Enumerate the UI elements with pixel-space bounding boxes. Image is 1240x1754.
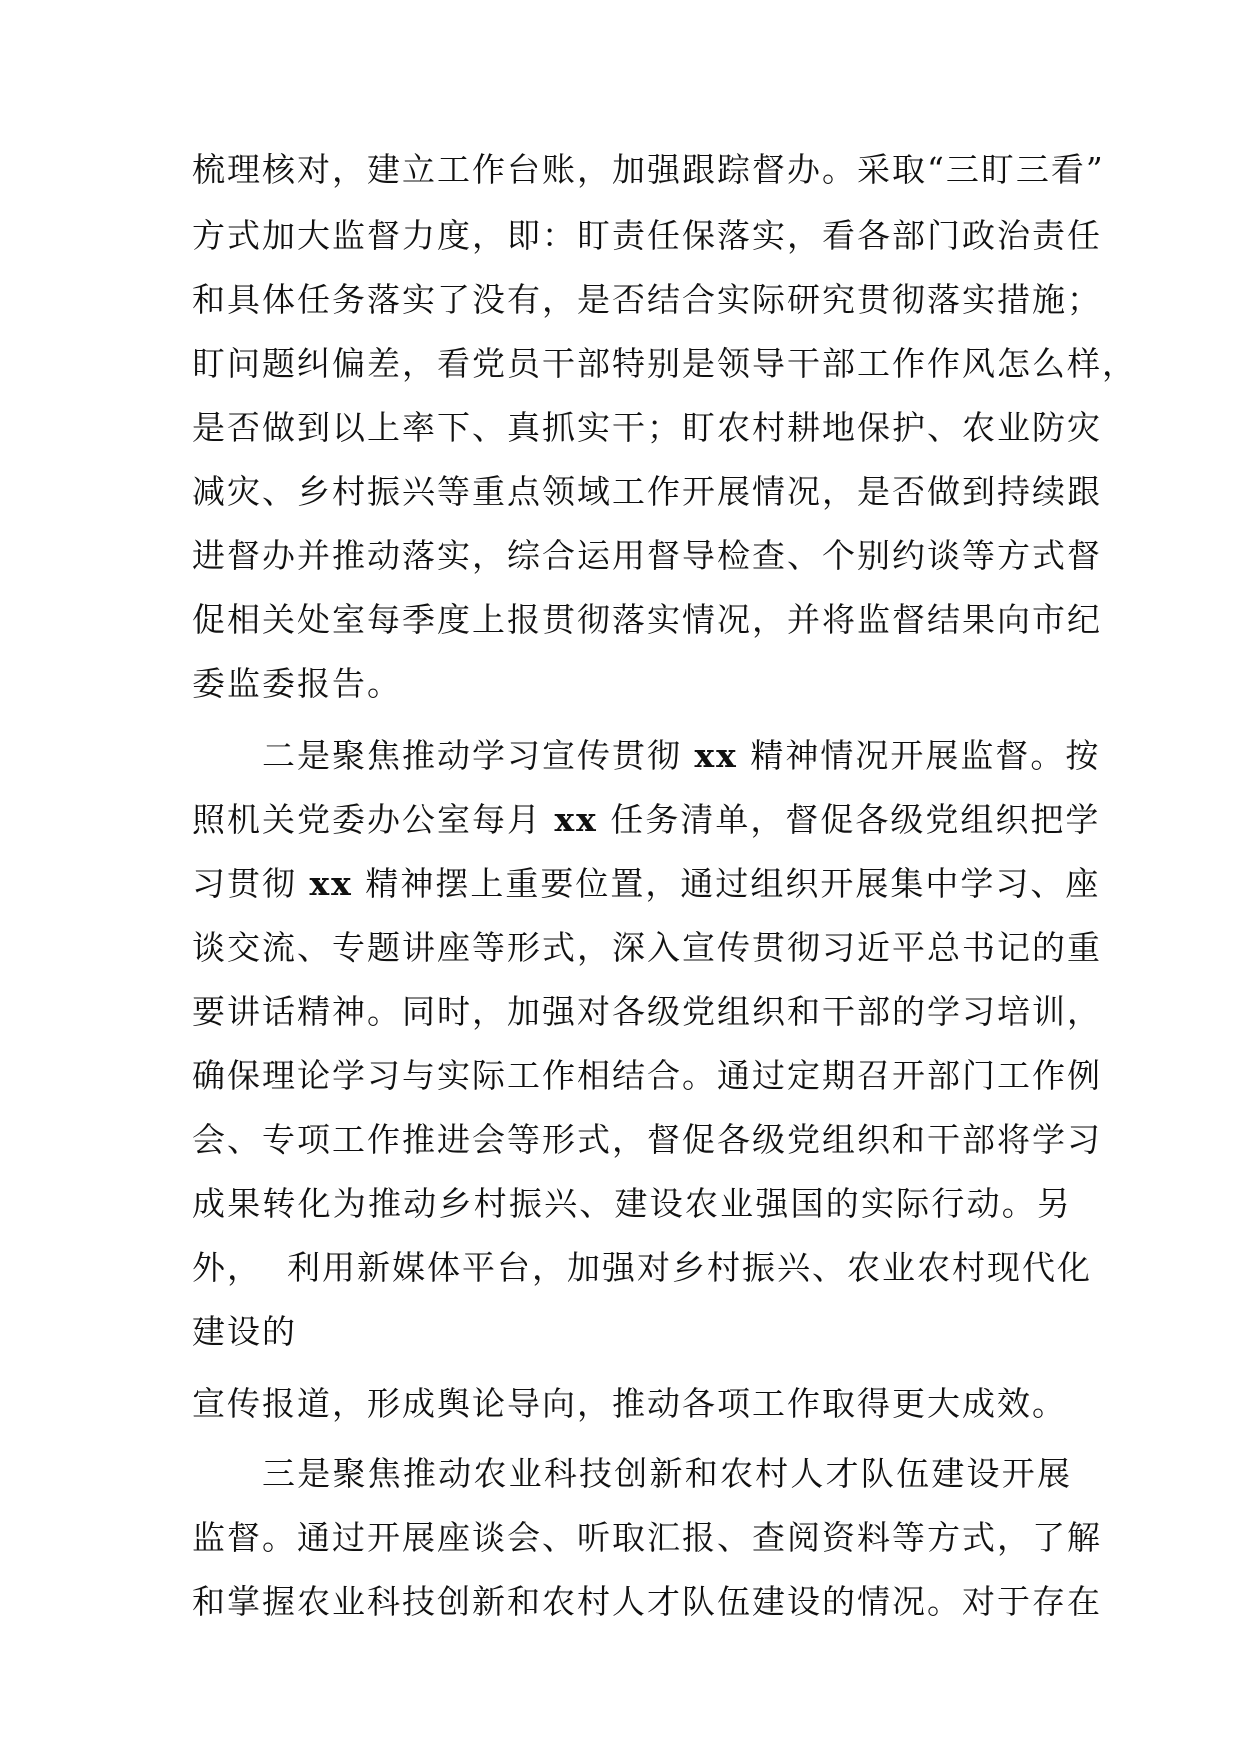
text-line: 建设的 <box>192 1312 297 1351</box>
placeholder-token: xx <box>309 864 353 903</box>
text-line: 盯问题纠偏差，看党员干部特别是领导干部工作作风怎么样， <box>192 344 1137 383</box>
text-line: 监督。通过开展座谈会、听取汇报、查阅资料等方式，了解 <box>192 1518 1102 1557</box>
text-run: 习贯彻 <box>192 864 297 903</box>
text-run: 二是聚焦推动学习宣传贯彻 <box>262 736 682 775</box>
text-run: 精神摆上重要位置，通过组织开展集中学习、座 <box>365 864 1101 903</box>
text-line: 方式加大监督力度，即：盯责任保落实，看各部门政治责任 <box>192 216 1102 255</box>
text-line: 减灾、乡村振兴等重点领域工作开展情况，是否做到持续跟 <box>192 472 1102 511</box>
text-line: 要讲话精神。同时，加强对各级党组织和干部的学习培训， <box>192 992 1102 1031</box>
text-run: 照机关党委办公室每月 <box>192 800 542 839</box>
text-line: 谈交流、专题讲座等形式，深入宣传贯彻习近平总书记的重 <box>192 928 1102 967</box>
text-line <box>192 792 1101 848</box>
placeholder-token: xx <box>694 736 738 775</box>
text-line: 外， 利用新媒体平台，加强对乡村振兴、农业农村现代化 <box>192 1248 1092 1287</box>
text-line: 是否做到以上率下、真抓实干；盯农村耕地保护、农业防灾 <box>192 408 1102 447</box>
text-line <box>192 856 1101 912</box>
text-line: 梳理核对，建立工作台账，加强跟踪督办。采取“三盯三看” <box>192 150 1105 189</box>
placeholder-token: xx <box>554 800 598 839</box>
text-line: 会、专项工作推进会等形式，督促各级党组织和干部将学习 <box>192 1120 1102 1159</box>
text-line: 确保理论学习与实际工作相结合。通过定期召开部门工作例 <box>192 1056 1102 1095</box>
text-line: 委监委报告。 <box>192 664 402 703</box>
text-line: 和具体任务落实了没有，是否结合实际研究贯彻落实措施； <box>192 280 1102 319</box>
paragraph-heading-line <box>262 728 1101 784</box>
text-line: 和掌握农业科技创新和农村人才队伍建设的情况。对于存在 <box>192 1582 1102 1621</box>
text-line: 宣传报道，形成舆论导向，推动各项工作取得更大成效。 <box>192 1384 1067 1423</box>
paragraph-heading-line: 三是聚焦推动农业科技创新和农村人才队伍建设开展 <box>262 1454 1072 1493</box>
text-line: 促相关处室每季度上报贯彻落实情况，并将监督结果向市纪 <box>192 600 1102 639</box>
text-line: 成果转化为推动乡村振兴、建设农业强国的实际行动。另 <box>192 1184 1072 1223</box>
text-line: 进督办并推动落实，综合运用督导检查、个别约谈等方式督 <box>192 536 1102 575</box>
text-run: 精神情况开展监督。按 <box>750 736 1101 775</box>
text-run: 任务清单，督促各级党组织把学 <box>610 800 1101 839</box>
